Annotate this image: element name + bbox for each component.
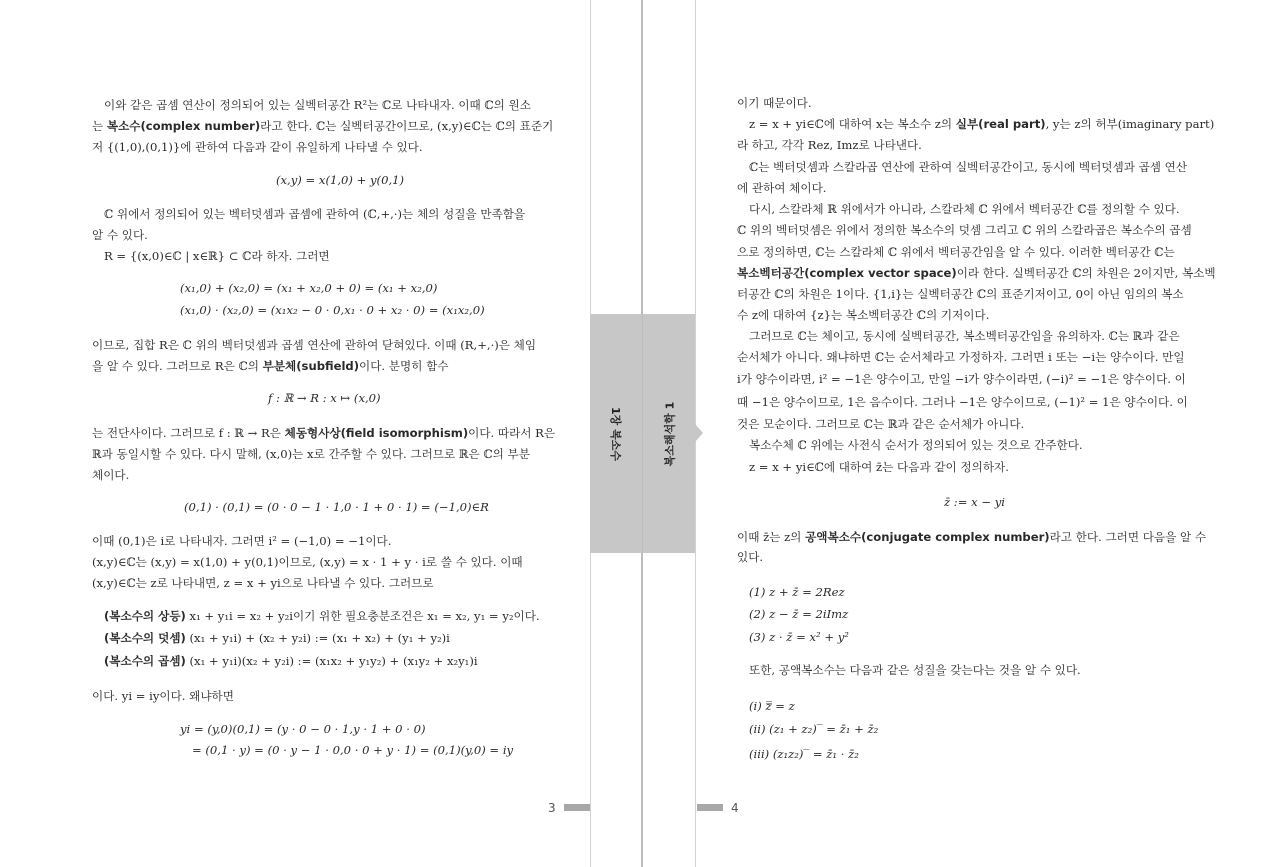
- right-page-text-line: 것은 모순이다. 그러므로 ℂ는 ℝ과 같은 순서체가 아니다.: [737, 417, 1025, 431]
- right-page-text-line: 터공간 ℂ의 차원은 1이다. {1,i}는 실벡터공간 ℂ의 표준기저이고, 0이 아닌 임의의 복소: [737, 287, 1184, 301]
- left-page-text-line: (복소수의 상등) x₁ + y₁i = x₂ + y₂i이기 위한 필요충분조건은 x₁ = x₂, y₁ = y₂이다.: [104, 609, 540, 623]
- chapter-tab-label: 1장 복소수: [609, 406, 622, 461]
- left-page-equation-line: (x,y) = x(1,0) + y(0,1): [276, 173, 405, 187]
- right-page-text-line: 때 −1은 양수이므로, 1은 음수이다. 그러나 −1은 양수이므로, (−1)² = 1은 양수이다. 이: [737, 395, 1188, 409]
- left-page-text-line: (x,y)∈ℂ는 (x,y) = x(1,0) + y(0,1)이므로, (x,y) = x · 1 + y · i로 쓸 수 있다. 이때: [92, 555, 523, 569]
- left-page-text-line: 이와 같은 곱셈 연산이 정의되어 있는 실벡터공간 R²는 ℂ로 나타내자. 이때 ℂ의 원소: [104, 98, 531, 112]
- left-page-equation-line: yi = (y,0)(0,1) = (y · 0 − 0 · 1,y · 1 + 0 · 0): [180, 722, 426, 736]
- right-page-text-line: 라 하고, 각각 Rez, Imz로 나타낸다.: [737, 138, 922, 152]
- right-page-text-line: 수 z에 대하여 {z}는 복소벡터공간 ℂ의 기저이다.: [737, 308, 990, 322]
- bold-term: (복소수의 상등): [104, 609, 186, 623]
- folio-bar-left: [564, 804, 590, 811]
- left-page-text-line: ℂ 위에서 정의되어 있는 벡터덧셈과 곱셈에 관하여 (ℂ,+,·)는 체의 성질을 만족함을: [104, 207, 526, 221]
- chapter-tab: [590, 314, 642, 553]
- right-page-text-line: z = x + yi∈ℂ에 대하여 x는 복소수 z의 실부(real part), y는 z의 허부(imaginary part): [749, 117, 1215, 131]
- right-page-text-line: 에 관하여 체이다.: [737, 181, 827, 195]
- left-page-equation-line: f : ℝ → R : x ↦ (x,0): [268, 391, 381, 405]
- bold-term: 복소수(complex number): [106, 119, 261, 133]
- left-page-text-line: 이때 (0,1)은 i로 나타내자. 그러면 i² = (−1,0) = −1이다.: [92, 534, 392, 548]
- right-page-text-line: ℂ 위의 벡터덧셈은 위에서 정의한 복소수의 덧셈 그리고 ℂ 위의 스칼라곱은 복소수의 곱셈: [737, 223, 1192, 237]
- left-page-text-line: 는 전단사이다. 그러므로 f : ℝ → R은 체동형사상(field isomorphism)이다. 따라서 R은: [92, 426, 556, 440]
- book-title-tab: [643, 314, 695, 553]
- right-page-text-line: 순서체가 아니다. 왜냐하면 ℂ는 순서체라고 가정하자. 그러면 i 또는 −i는 양수이다. 만일: [737, 350, 1185, 364]
- left-page-text-line: (복소수의 덧셈) (x₁ + y₁i) + (x₂ + y₂i) := (x₁ + x₂) + (y₁ + y₂)i: [104, 631, 450, 645]
- right-page-equation-line: (2) z − z̄ = 2iImz: [749, 607, 849, 621]
- left-page-equation-line: (x₁,0) · (x₂,0) = (x₁x₂ − 0 · 0,x₁ · 0 + x₂ · 0) = (x₁x₂,0): [180, 303, 485, 317]
- right-page-equation-line: (ii) (z₁ + z₂)‾ = z̄₁ + z̄₂: [749, 722, 879, 736]
- right-page-text-line: 이기 때문이다.: [737, 96, 812, 110]
- right-page-equation-line: (i) z̿ = z: [749, 699, 795, 713]
- right-page-equation-line: (3) z · z̄ = x² + y²: [749, 630, 849, 644]
- right-page-text-line: 이때 z̄는 z의 공액복소수(conjugate complex number)라고 한다. 그러면 다음을 알 수: [737, 530, 1207, 544]
- bold-term: 체동형사상(field isomorphism): [284, 426, 469, 440]
- left-page-text-line: 알 수 있다.: [92, 228, 148, 242]
- left-page-text-line: (x,y)∈ℂ는 z로 나타내면, z = x + yi으로 나타낼 수 있다. 그러므로: [92, 576, 434, 590]
- bold-term: 실부(real part): [955, 117, 1046, 131]
- bold-term: (복소수의 덧셈): [104, 631, 186, 645]
- right-page-text-line: 다시, 스칼라체 ℝ 위에서가 아니라, 스칼라체 ℂ 위에서 벡터공간 ℂ를 정의할 수 있다.: [749, 202, 1180, 216]
- left-page-equation-line: = (0,1 · y) = (0 · y − 1 · 0,0 · 0 + y · 1) = (0,1)(y,0) = iy: [192, 743, 514, 757]
- left-page-text-line: 이다. yi = iy이다. 왜냐하면: [92, 689, 234, 703]
- left-page-equation-line: (x₁,0) + (x₂,0) = (x₁ + x₂,0 + 0) = (x₁ + x₂,0): [180, 281, 438, 295]
- right-page-text-line: 있다.: [737, 550, 764, 564]
- bold-term: 복소벡터공간(complex vector space): [737, 266, 957, 280]
- left-page-text-line: 이므로, 집합 R은 ℂ 위의 벡터덧셈과 곱셈 연산에 관하여 닫혀있다. 이때 (R,+,·)은 체임: [92, 338, 537, 352]
- left-page-text-line: 을 알 수 있다. 그러므로 R은 ℂ의 부분체(subfield)이다. 분명히 함수: [92, 359, 449, 373]
- bold-term: (복소수의 곱셈): [104, 654, 186, 668]
- page-number-left: 3: [548, 801, 556, 815]
- right-page-text-line: ℂ는 벡터덧셈과 스칼라곱 연산에 관하여 실벡터공간이고, 동시에 벡터덧셈과 곱셈 연산: [749, 160, 1188, 174]
- book-title-tab-label: 복소해석학 1: [663, 401, 676, 466]
- right-page-equation-line: (1) z + z̄ = 2Rez: [749, 585, 845, 599]
- right-page-text-line: 으로 정의하면, ℂ는 스칼라체 ℂ 위에서 벡터공간임을 알 수 있다. 이러한 벡터공간 ℂ는: [737, 245, 1175, 259]
- left-page-text-line: 저 {(1,0),(0,1)}에 관하여 다음과 같이 유일하게 나타낼 수 있다.: [92, 140, 423, 154]
- left-page-text-line: ℝ과 동일시할 수 있다. 다시 말해, (x,0)는 x로 간주할 수 있다. 그러므로 ℝ은 ℂ의 부분: [92, 447, 530, 461]
- left-page-text-line: R = {(x,0)∈ℂ | x∈ℝ} ⊂ ℂ라 하자. 그러면: [104, 249, 330, 263]
- right-page-text-line: 복소수체 ℂ 위에는 사전식 순서가 정의되어 있는 것으로 간주한다.: [749, 438, 1083, 452]
- folio-bar-right: [697, 804, 723, 811]
- book-title-tab-notch: [695, 424, 703, 442]
- page-number-right: 4: [731, 801, 739, 815]
- left-page-equation-line: (0,1) · (0,1) = (0 · 0 − 1 · 1,0 · 1 + 0 · 1) = (−1,0)∈R: [184, 500, 489, 514]
- right-page-text-line: z = x + yi∈ℂ에 대하여 z̄는 다음과 같이 정의하자.: [749, 460, 1009, 474]
- bold-term: 공액복소수(conjugate complex number): [805, 530, 1050, 544]
- left-page-text-line: 체이다.: [92, 468, 130, 482]
- right-page-text-line: i가 양수이라면, i² = −1은 양수이고, 만일 −i가 양수이라면, (−i)² = −1은 양수이다. 이: [737, 372, 1186, 386]
- bold-term: 부분체(subfield): [262, 359, 360, 373]
- right-page-equation-line: (iii) (z₁z₂)‾ = z̄₁ · z̄₂: [749, 747, 859, 761]
- right-page-equation-line: z̄ := x − yi: [944, 495, 1005, 509]
- left-page-text-line: (복소수의 곱셈) (x₁ + y₁i)(x₂ + y₂i) := (x₁x₂ + y₁y₂) + (x₁y₂ + x₂y₁)i: [104, 654, 478, 668]
- right-page-text-line: 복소벡터공간(complex vector space)이라 한다. 실벡터공간 ℂ의 차원은 2이지만, 복소벡: [737, 266, 1216, 280]
- right-page-text-line: 그러므로 ℂ는 체이고, 동시에 실벡터공간, 복소벡터공간임을 유의하자. ℂ는 ℝ과 같은: [749, 329, 1180, 343]
- right-page-text-line: 또한, 공액복소수는 다음과 같은 성질을 갖는다는 것을 알 수 있다.: [749, 663, 1081, 677]
- left-page-text-line: 는 복소수(complex number)라고 한다. ℂ는 실벡터공간이므로, (x,y)∈ℂ는 ℂ의 표준기: [92, 119, 554, 133]
